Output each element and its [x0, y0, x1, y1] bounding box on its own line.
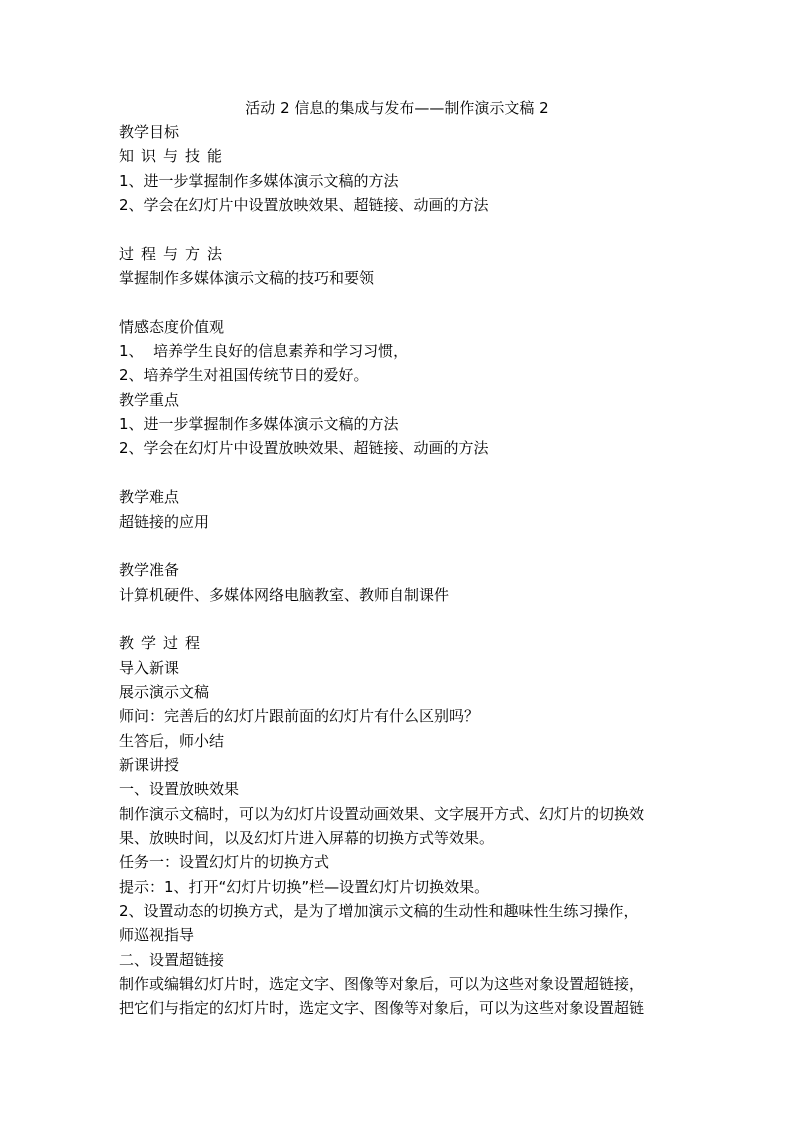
paragraph-line: 新课讲授 — [119, 755, 180, 774]
blank-line — [119, 217, 689, 241]
paragraph-line: 计算机硬件、多媒体网络电脑教室、教师自制课件 — [119, 585, 450, 604]
paragraph-line: 2、设置动态的切换方式，是为了增加演示文稿的生动性和趣味性生练习操作， — [119, 902, 639, 920]
subheading-values: 情感态度价值观 — [119, 317, 225, 336]
paragraph-line: 2、培养学生对祖国传统节日的爱好。 — [119, 366, 369, 385]
paragraph-line: 超链接的应用 — [119, 512, 210, 531]
paragraph-line: 2、学会在幻灯片中设置放映效果、超链接、动画的方法 — [119, 439, 489, 458]
section-heading-preparation: 教学准备 — [119, 561, 180, 580]
paragraph-line: 把它们与指定的幻灯片时，选定文字、图像等对象后，可以为这些对象设置超链 — [119, 999, 645, 1018]
blank-line — [119, 607, 689, 631]
section-heading-key-points: 教学重点 — [119, 390, 180, 409]
paragraph-line: 2、学会在幻灯片中设置放映效果、超链接、动画的方法 — [119, 196, 489, 215]
subheading-process-method: 过程与方法 — [119, 244, 230, 263]
paragraph-line: 展示演示文稿 — [119, 682, 210, 701]
paragraph-line: 任务一：设置幻灯片的切换方式 — [119, 853, 330, 872]
paragraph-line: 掌握制作多媒体演示文稿的技巧和要领 — [119, 269, 375, 288]
paragraph-line: 师问：完善后的幻灯片跟前面的幻灯片有什么区别吗？ — [119, 707, 480, 726]
document-title: 活动 2 信息的集成与发布——制作演示文稿 2 — [245, 99, 549, 117]
paragraph-line: 生答后，师小结 — [119, 731, 225, 750]
blank-line — [119, 290, 689, 314]
paragraph-line: 师巡视指导 — [119, 926, 195, 945]
paragraph-line: 制作或编辑幻灯片时，选定文字、图像等对象后，可以为这些对象设置超链接， — [119, 975, 645, 994]
paragraph-line: 果、放映时间，以及幻灯片进入屏幕的切换方式等效果。 — [119, 828, 495, 847]
blank-line — [119, 534, 689, 558]
paragraph-line: 1、 培养学生良好的信息素养和学习习惯， — [119, 342, 409, 361]
paragraph-line: 制作演示文稿时，可以为幻灯片设置动画效果、文字展开方式、幻灯片的切换效 — [119, 804, 645, 823]
section-heading-difficulties: 教学难点 — [119, 488, 180, 507]
blank-line — [119, 461, 689, 485]
section-heading-process: 教学过程 — [119, 634, 208, 653]
section-heading-objectives: 教学目标 — [119, 123, 180, 141]
paragraph-line: 提示：1、打开“幻灯片切换”栏—设置幻灯片切换效果。 — [119, 877, 490, 896]
paragraph-line: 1、进一步掌握制作多媒体演示文稿的方法 — [119, 171, 399, 190]
paragraph-line: 1、进一步掌握制作多媒体演示文稿的方法 — [119, 415, 399, 434]
paragraph-line: 导入新课 — [119, 658, 180, 677]
paragraph-line: 一、设置放映效果 — [119, 780, 240, 799]
document-body — [119, 120, 689, 1021]
paragraph-line: 二、设置超链接 — [119, 950, 225, 969]
subheading-knowledge-skills: 知识与技能 — [119, 147, 230, 166]
